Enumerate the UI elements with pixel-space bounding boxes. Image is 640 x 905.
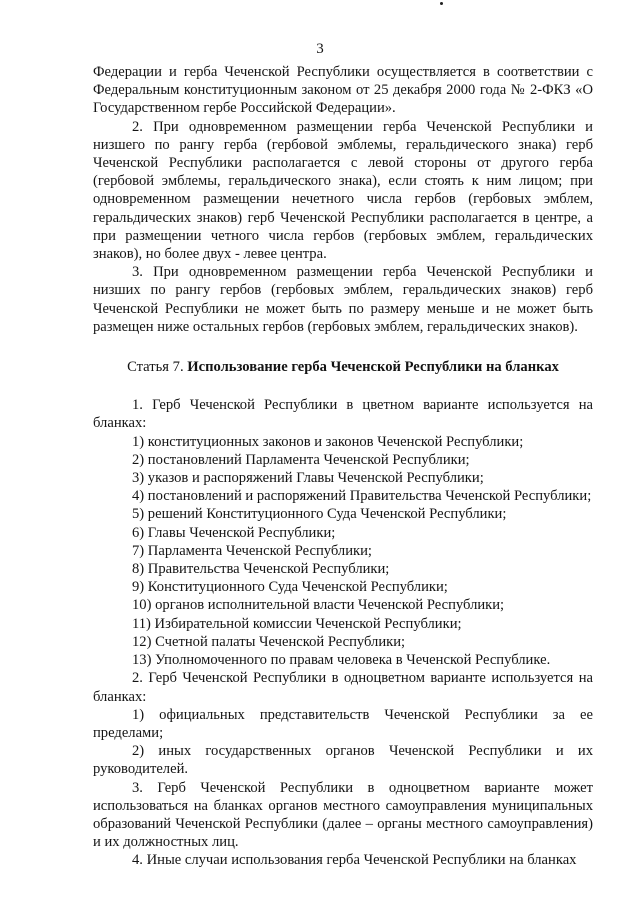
article-prefix: Статья 7.: [127, 359, 188, 376]
article-heading: [93, 358, 593, 376]
list-item: 11) Избирательной комиссии Чеченской Республики;: [132, 615, 462, 632]
paragraph-clause-2: 2. При одновременном размещении герба Чеченской Республики и низшего по рангу герба (гербовой эмблемы, геральдического знака) герб Чеченской Республики располагается с левой стороны от другого герба (гербовой эмблемы, геральдического знака), если стоять к ним лицом; при одновременном размещении нечетного числа гербов (гербовых эмблем, геральдических знаков) герб Чеченской Республики располагается в центре, а при размещении четного числа гербов (гербовых эмблем, геральдических знаков), но более двух - левее центра.: [93, 118, 593, 263]
clause-3: 3. Герб Чеченской Республики в одноцветном варианте может использоваться на бланках органов местного самоуправления муниципальных образований Чеченской Республики (далее – органы местного самоуправления) и их должностных лиц.: [93, 779, 593, 851]
article-title: Использование герба Чеченской Республики на бланках: [187, 359, 559, 376]
scan-dot: [440, 2, 443, 5]
list-item: 1) конституционных законов и законов Чеченской Республики;: [132, 433, 524, 450]
list-item: 3) указов и распоряжений Главы Чеченской Республики;: [132, 470, 484, 487]
page-number: 3: [316, 41, 324, 57]
list-item: 6) Главы Чеченской Республики;: [132, 524, 336, 541]
document-body: [93, 63, 593, 870]
list-item: 1) официальных представительств Чеченской Республики за ее пределами;: [93, 706, 593, 741]
clause-4: 4. Иные случаи использования герба Чеченской Республики на бланках: [132, 852, 577, 869]
list-item: 7) Парламента Чеченской Республики;: [132, 542, 372, 559]
list-item: 4) постановлений и распоряжений Правительства Чеченской Республики;: [132, 488, 592, 505]
list-item: 8) Правительства Чеченской Республики;: [132, 561, 390, 578]
list-item: 10) органов исполнительной власти Чеченской Республики;: [132, 597, 505, 614]
list-item: 9) Конституционного Суда Чеченской Республики;: [132, 579, 448, 596]
list-item: 13) Уполномоченного по правам человека в Чеченской Республике.: [132, 652, 551, 669]
paragraph-clause-3: 3. При одновременном размещении герба Чеченской Республики и низших по рангу гербов (гербовых эмблем, геральдических знаков) герб Чеченской Республики не может быть по размеру меньше и не может быть размещен ниже остальных гербов (гербовых эмблем, геральдических знаков).: [93, 264, 593, 335]
clause-1-intro: 1. Герб Чеченской Республики в цветном варианте используется на бланках:: [93, 397, 593, 432]
list-item: 2) иных государственных органов Чеченской Республики и их руководителей.: [93, 743, 593, 778]
list-item: 2) постановлений Парламента Чеченской Республики;: [132, 451, 470, 468]
list-item: 12) Счетной палаты Чеченской Республики;: [132, 633, 406, 650]
paragraph-continuation: Федерации и герба Чеченской Республики осуществляется в соответствии с Федеральным конституционным законом от 25 декабря 2000 года № 2-ФКЗ «О Государственном гербе Российской Федерации».: [93, 64, 593, 117]
list-item: 5) решений Конституционного Суда Чеченской Республики;: [132, 506, 507, 523]
clause-2-intro: 2. Герб Чеченской Республики в одноцветном варианте используется на бланках:: [93, 670, 593, 705]
